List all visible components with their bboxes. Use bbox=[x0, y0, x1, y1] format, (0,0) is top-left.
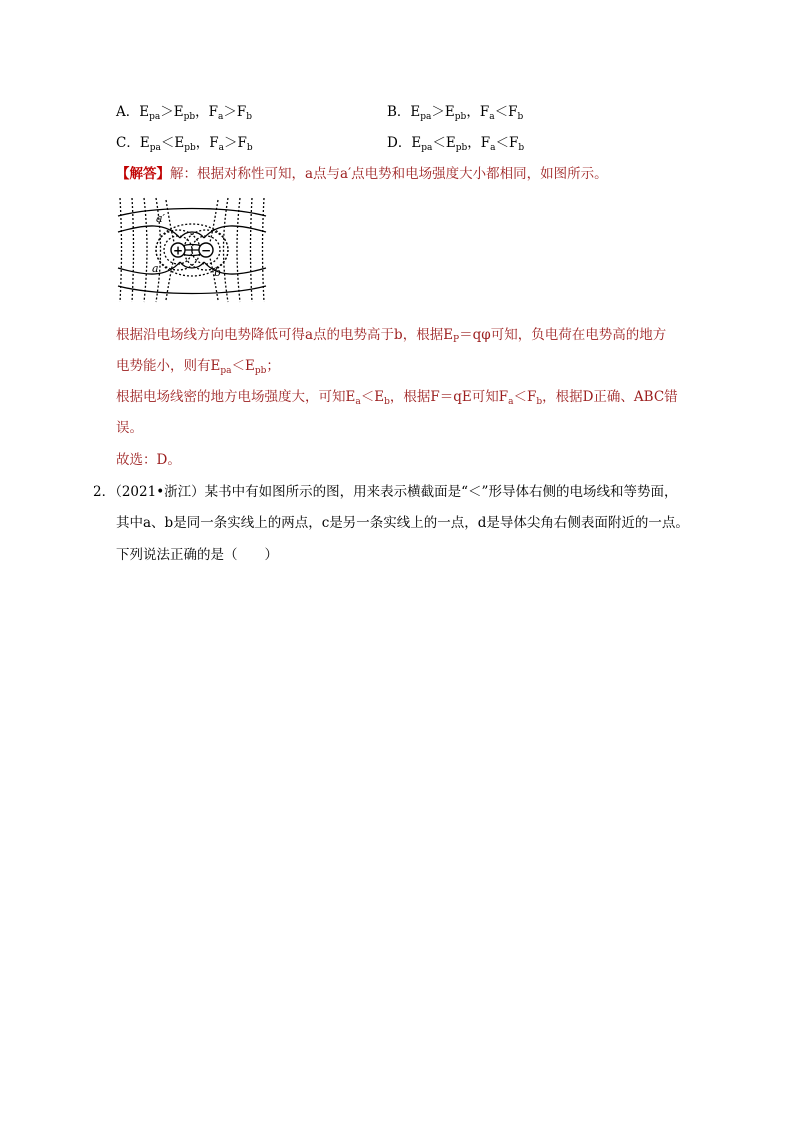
option-c: C．$E_{pa}<E_{pb}$，$F_a>F_b$ bbox=[116, 135, 253, 153]
option-b: B．$E_{pa}>E_{pb}$，$F_a<F_b$ bbox=[387, 104, 524, 122]
option-a: A．$E_{pa}>E_{pb}$，$F_a>F_b$ bbox=[116, 104, 253, 122]
answer-para2-line2: 误。 bbox=[116, 420, 143, 436]
question2-line1: 2．（2021•浙江）某书中有如图所示的图，用来表示横截面是“＜”形导体右侧的电场线和等势面， bbox=[93, 484, 678, 500]
minus-sign: − bbox=[200, 243, 212, 258]
label-b: b bbox=[214, 266, 222, 279]
option-d: D．$E_{pa}<E_{pb}$，$F_a<F_b$ bbox=[387, 135, 525, 153]
question2-line2: 其中a、b是同一条实线上的两点，c是另一条实线上的一点，d是导体尖角右侧表面附近的一点。 bbox=[116, 515, 689, 531]
answer-para1-line2: 电势能小，则有$E_{pa}<E_{pb}$； bbox=[116, 358, 280, 376]
answer-para2-line1: 根据电场线密的地方电场强度大，可知$E_a<E_b$，根据F＝qE可知$F_a<F_b$，根据D正确、ABC错 bbox=[116, 389, 678, 407]
label-a-prime: a′ bbox=[156, 212, 166, 225]
answer-para1-line1: 根据沿电场线方向电势降低可得a点的电势高于b，根据$E_P=q\varphi$可知，负电荷在电势高的地方 bbox=[116, 327, 667, 345]
label-a: a bbox=[152, 262, 159, 275]
field-line-figure bbox=[116, 194, 268, 306]
question2-line3: 下列说法正确的是（ ） bbox=[116, 547, 278, 563]
plus-sign: + bbox=[172, 243, 184, 258]
answer-tag: 【解答】 bbox=[116, 166, 170, 182]
answer-choice: 故选：D。 bbox=[116, 452, 181, 468]
answer-intro: 【解答】解：根据对称性可知，a点与a′点电势和电场强度大小都相同，如图所示。 bbox=[116, 166, 608, 182]
